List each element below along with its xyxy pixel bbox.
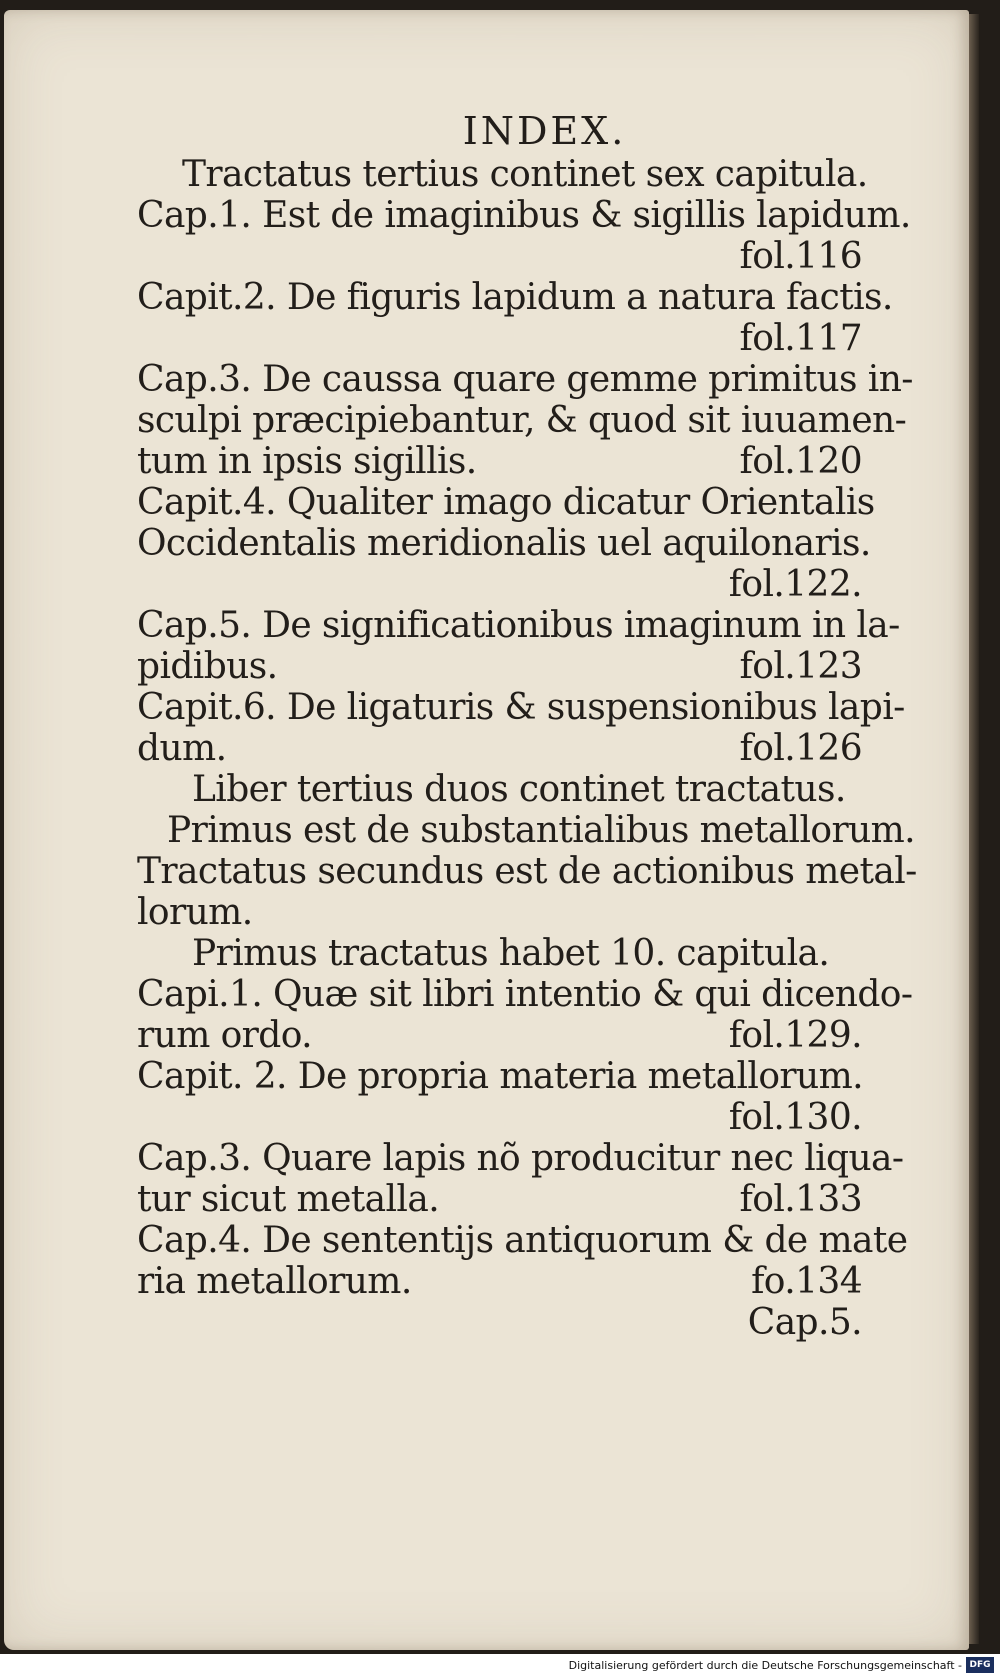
index-entry: Cap.3. De caussa quare gemme primitus in- [137,359,913,400]
index-entry: Capit.2. De figuris lapidum a natura factis. [137,277,893,318]
index-entry: Cap.5. De significationibus imaginum in la- [137,605,900,646]
folio-ref: fol.122. [728,564,862,605]
index-entry: Cap.1. Est de imaginibus & sigillis lapidum. [137,195,911,236]
folio-ref: fol.130. [728,1097,862,1138]
index-entry: Capi.1. Quæ sit libri intentio & qui dicendo- [137,974,913,1015]
index-entry: Occidentalis meridionalis uel aquilonaris. [137,523,871,564]
index-entry: pidibus. fol.123 [137,646,862,687]
index-entry: Capit. 2. De propria materia metallorum. [137,1056,863,1097]
folio-ref: fol.116 [739,236,862,277]
section-heading: Primus tractatus habet 10. capitula. [192,933,830,974]
section-heading: Primus est de substantialibus metallorum. [167,810,916,851]
index-entry: Tractatus secundus est de actionibus metal- [137,851,917,892]
index-entry: rum ordo. fol.129. [137,1015,862,1056]
dfg-logo-icon: DFG [966,1657,994,1673]
index-entry: tum in ipsis sigillis. fol.120 [137,441,862,482]
index-entry: ria metallorum. fo.134 [137,1261,862,1302]
index-entry: Cap.4. De sententijs antiquorum & de mate [137,1220,908,1261]
folio-ref: fol.117 [739,318,862,359]
catchword: Cap.5. [747,1302,862,1343]
page-heading: INDEX. [462,109,627,153]
section-heading: Liber tertius duos continet tractatus. [192,769,846,810]
index-text [137,108,917,1343]
index-entry: lorum. [137,892,253,933]
index-entry: Cap.3. Quare lapis nõ producitur nec liqua- [137,1138,904,1179]
index-entry: Capit.4. Qualiter imago dicatur Orientalis [137,482,875,523]
index-entry: dum. fol.126 [137,728,862,769]
index-entry: tur sicut metalla. fol.133 [137,1179,862,1220]
index-entry: sculpi præcipiebantur, & quod sit iuuamen- [137,400,907,441]
index-entry: Capit.6. De ligaturis & suspensionibus lapi- [137,687,905,728]
page-edge [969,14,979,1644]
section-heading: Tractatus tertius continet sex capitula. [182,154,868,195]
footer-credit: Digitalisierung gefördert durch die Deutsche Forschungsgemeinschaft - [568,1659,962,1672]
